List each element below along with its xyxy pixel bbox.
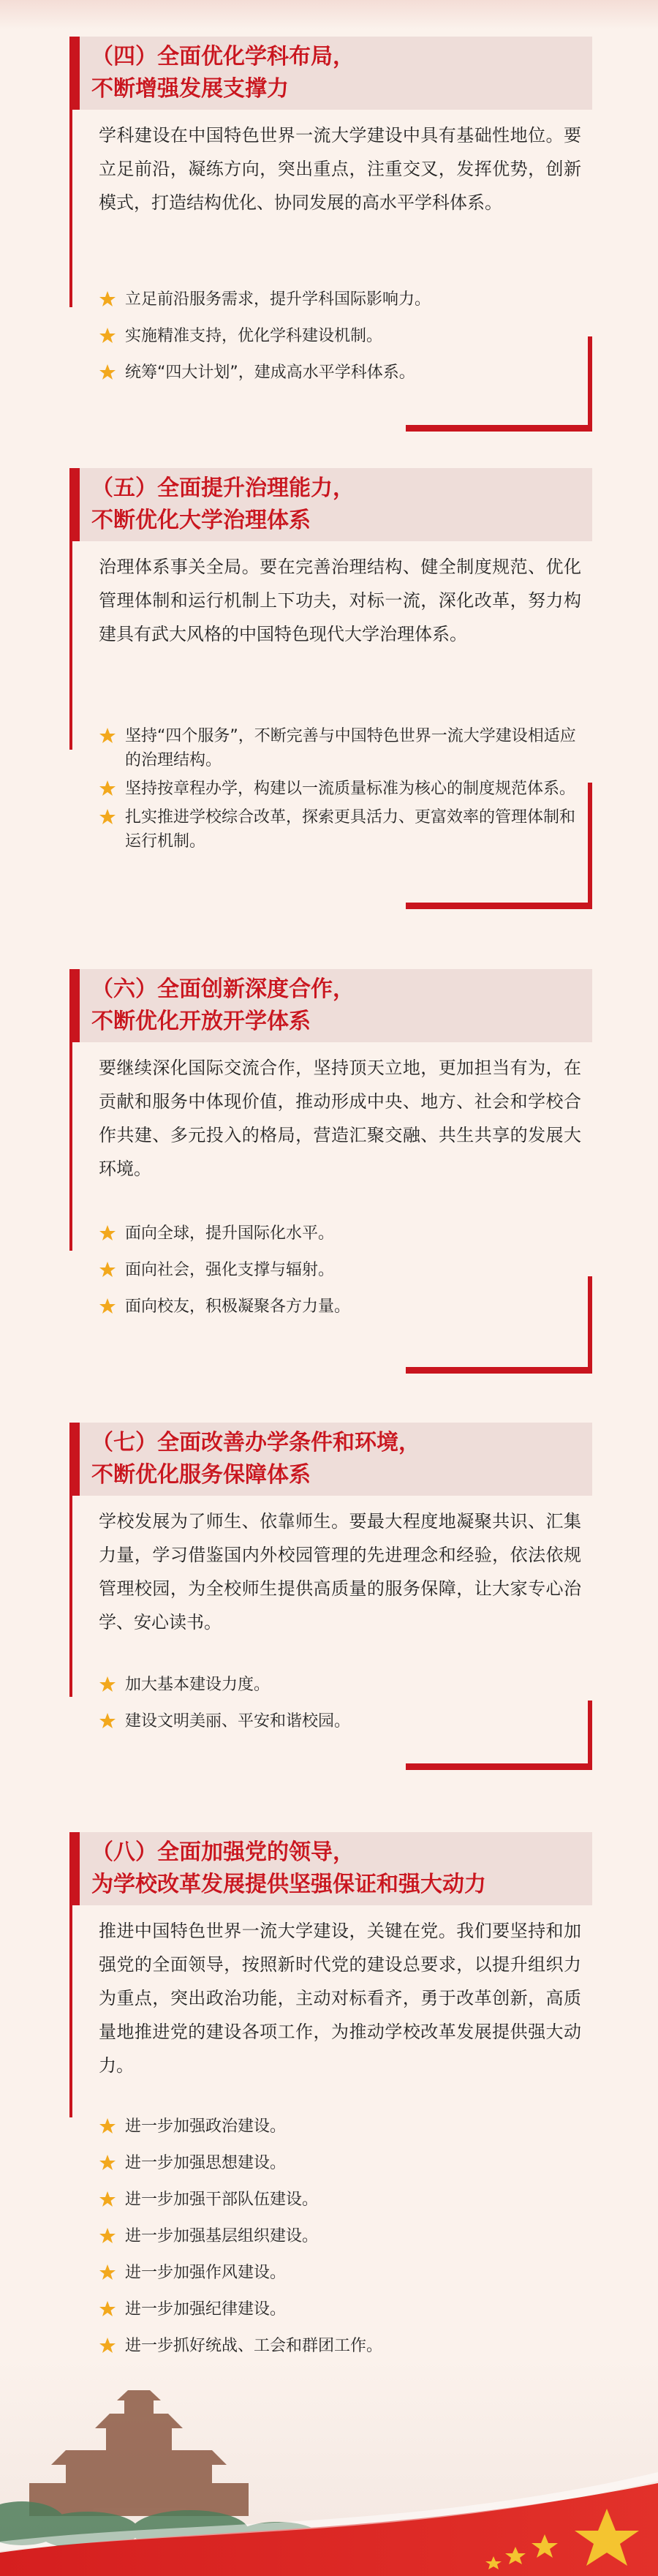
title-accent — [69, 1832, 80, 1905]
end-rule — [406, 1367, 592, 1374]
bullet-item — [99, 1295, 581, 1319]
end-rule-vertical — [588, 1276, 592, 1371]
bullet-text: 面向校友，积极凝聚各方力量。 — [125, 1298, 351, 1316]
title-accent — [69, 1423, 80, 1496]
bullet-text: 进一步加强纪律建设。 — [125, 2300, 287, 2319]
end-rule-vertical — [588, 1701, 592, 1770]
end-rule — [406, 1763, 592, 1770]
star-icon — [99, 290, 116, 308]
star-icon — [99, 2264, 116, 2281]
section-5 — [69, 468, 592, 914]
end-rule-vertical — [588, 783, 592, 907]
bullet-text: 进一步加强政治建设。 — [125, 2117, 287, 2136]
bullet-text: 进一步加强基层组织建设。 — [125, 2227, 319, 2245]
star-icon — [99, 1676, 116, 1693]
bullet-item — [99, 724, 581, 772]
left-rule — [69, 1905, 72, 2117]
bullet-text: 加大基本建设力度。 — [125, 1676, 271, 1694]
title-accent — [69, 468, 80, 541]
star-icon — [99, 2117, 116, 2135]
star-icon — [99, 327, 116, 344]
bullet-item — [99, 2224, 581, 2248]
end-rule — [406, 903, 592, 909]
star-icon — [99, 1712, 116, 1730]
bullet-item — [99, 777, 581, 801]
bullet-text: 进一步加强作风建设。 — [125, 2264, 287, 2282]
star-icon — [99, 364, 116, 381]
section-title-bar — [69, 1423, 592, 1496]
title-accent — [69, 969, 80, 1042]
left-rule — [69, 541, 72, 750]
section-title: （五）全面提升治理能力， 不断优化大学治理体系 — [91, 475, 355, 533]
bullet-text: 坚持按章程办学，构建以一流质量标准为核心的制度规范体系。 — [125, 780, 576, 798]
bullet-item — [99, 2114, 581, 2139]
bullet-list — [99, 1673, 581, 1733]
section-title-bar — [69, 37, 592, 110]
bullet-text: 扎实推进学校综合改革，探索更具活力、更富效率的管理体制和运行机制。 — [125, 808, 576, 851]
section-title: （七）全面改善办学条件和环境， 不断优化服务保障体系 — [91, 1430, 420, 1488]
bullet-list — [99, 1221, 581, 1319]
campus-building-illustration — [0, 2355, 658, 2576]
star-icon — [99, 1224, 116, 1242]
section-6 — [69, 969, 592, 1375]
left-rule — [69, 1496, 72, 1697]
bullet-item — [99, 1673, 581, 1697]
section-title: （八）全面加强党的领导， 为学校改革发展提供坚强保证和强大动力 — [91, 1839, 486, 1897]
footer-illustration — [0, 2355, 658, 2576]
bullet-list — [99, 2114, 581, 2358]
section-4 — [69, 37, 592, 432]
section-title: （四）全面优化学科布局， 不断增强发展支撑力 — [91, 44, 355, 102]
bullet-item — [99, 805, 581, 854]
bullet-item — [99, 1709, 581, 1733]
bullet-text: 进一步加强干部队伍建设。 — [125, 2191, 319, 2209]
section-title: （六）全面创新深度合作， 不断优化开放开学体系 — [91, 976, 355, 1034]
bullet-text: 统筹“四大计划”，建成高水平学科体系。 — [125, 364, 415, 382]
bullet-item — [99, 2297, 581, 2321]
section-paragraph: 要继续深化国际交流合作，坚持顶天立地，更加担当有为，在贡献和服务中体现价值，推动形成中央、地方、社会和学校合作共建、多元投入的格局，营造汇聚交融、共生共享的发展大环境。 — [99, 1058, 581, 1179]
star-icon — [99, 2300, 116, 2318]
bullet-item — [99, 287, 581, 312]
section-paragraph: 推进中国特色世界一流大学建设，关键在党。我们要坚持和加强党的全面领导，按照新时代党的建设总要求，以提升组织力为重点，突出政治功能，主动对标看齐，勇于改革创新，高质量地推进党的建设各项工作，为推动学校改革发展提供强大动力。 — [99, 1921, 581, 2076]
section-paragraph: 学科建设在中国特色世界一流大学建设中具有基础性地位。要立足前沿，凝练方向，突出重点，注重交叉，发挥优势，创新模式，打造结构优化、协同发展的高水平学科体系。 — [99, 125, 581, 213]
bullet-list — [99, 287, 581, 385]
section-paragraph: 学校发展为了师生、依靠师生。要最大程度地凝聚共识、汇集力量，学习借鉴国内外校园管理的先进理念和经验，依法依规管理校园，为全校师生提供高质量的服务保障，让大家专心治学、安心读书。 — [99, 1511, 581, 1632]
section-title-bar — [69, 1832, 592, 1905]
top-fade — [0, 0, 658, 29]
bullet-item — [99, 2261, 581, 2285]
title-accent — [69, 37, 80, 110]
star-icon — [99, 2227, 116, 2245]
left-rule — [69, 110, 72, 307]
section-7 — [69, 1423, 592, 1774]
bullet-item — [99, 2151, 581, 2175]
bullet-item — [99, 2188, 581, 2212]
left-rule — [69, 1042, 72, 1251]
star-icon — [99, 2337, 116, 2354]
section-title-bar — [69, 468, 592, 541]
star-icon — [99, 1261, 116, 1278]
bullet-text: 面向社会，强化支撑与辐射。 — [125, 1261, 335, 1279]
bullet-text: 建设文明美丽、平安和谐校园。 — [125, 1712, 351, 1730]
bullet-text: 面向全球，提升国际化水平。 — [125, 1224, 335, 1243]
bullet-text: 进一步加强思想建设。 — [125, 2154, 287, 2172]
section-8 — [69, 1832, 592, 2355]
star-icon — [99, 727, 116, 745]
bullet-text: 进一步抓好统战、工会和群团工作。 — [125, 2337, 383, 2355]
bullet-item — [99, 324, 581, 348]
bullet-item — [99, 361, 581, 385]
bullet-text: 坚持“四个服务”，不断完善与中国特色世界一流大学建设相适应的治理结构。 — [125, 727, 576, 769]
end-rule — [406, 425, 592, 432]
bullet-item — [99, 1258, 581, 1282]
bullet-item — [99, 1221, 581, 1246]
star-icon — [99, 808, 116, 826]
section-paragraph: 治理体系事关全局。要在完善治理结构、健全制度规范、优化管理体制和运行机制上下功夫，对标一流，深化改革，努力构建具有武大风格的中国特色现代大学治理体系。 — [99, 557, 581, 644]
star-icon — [99, 780, 116, 797]
end-rule-vertical — [588, 336, 592, 432]
section-title-bar — [69, 969, 592, 1042]
bullet-text: 实施精准支持，优化学科建设机制。 — [125, 327, 383, 345]
bullet-list — [99, 724, 581, 854]
star-icon — [99, 2154, 116, 2172]
star-icon — [99, 1298, 116, 1315]
bullet-text: 立足前沿服务需求，提升学科国际影响力。 — [125, 290, 431, 309]
star-icon — [99, 2191, 116, 2208]
